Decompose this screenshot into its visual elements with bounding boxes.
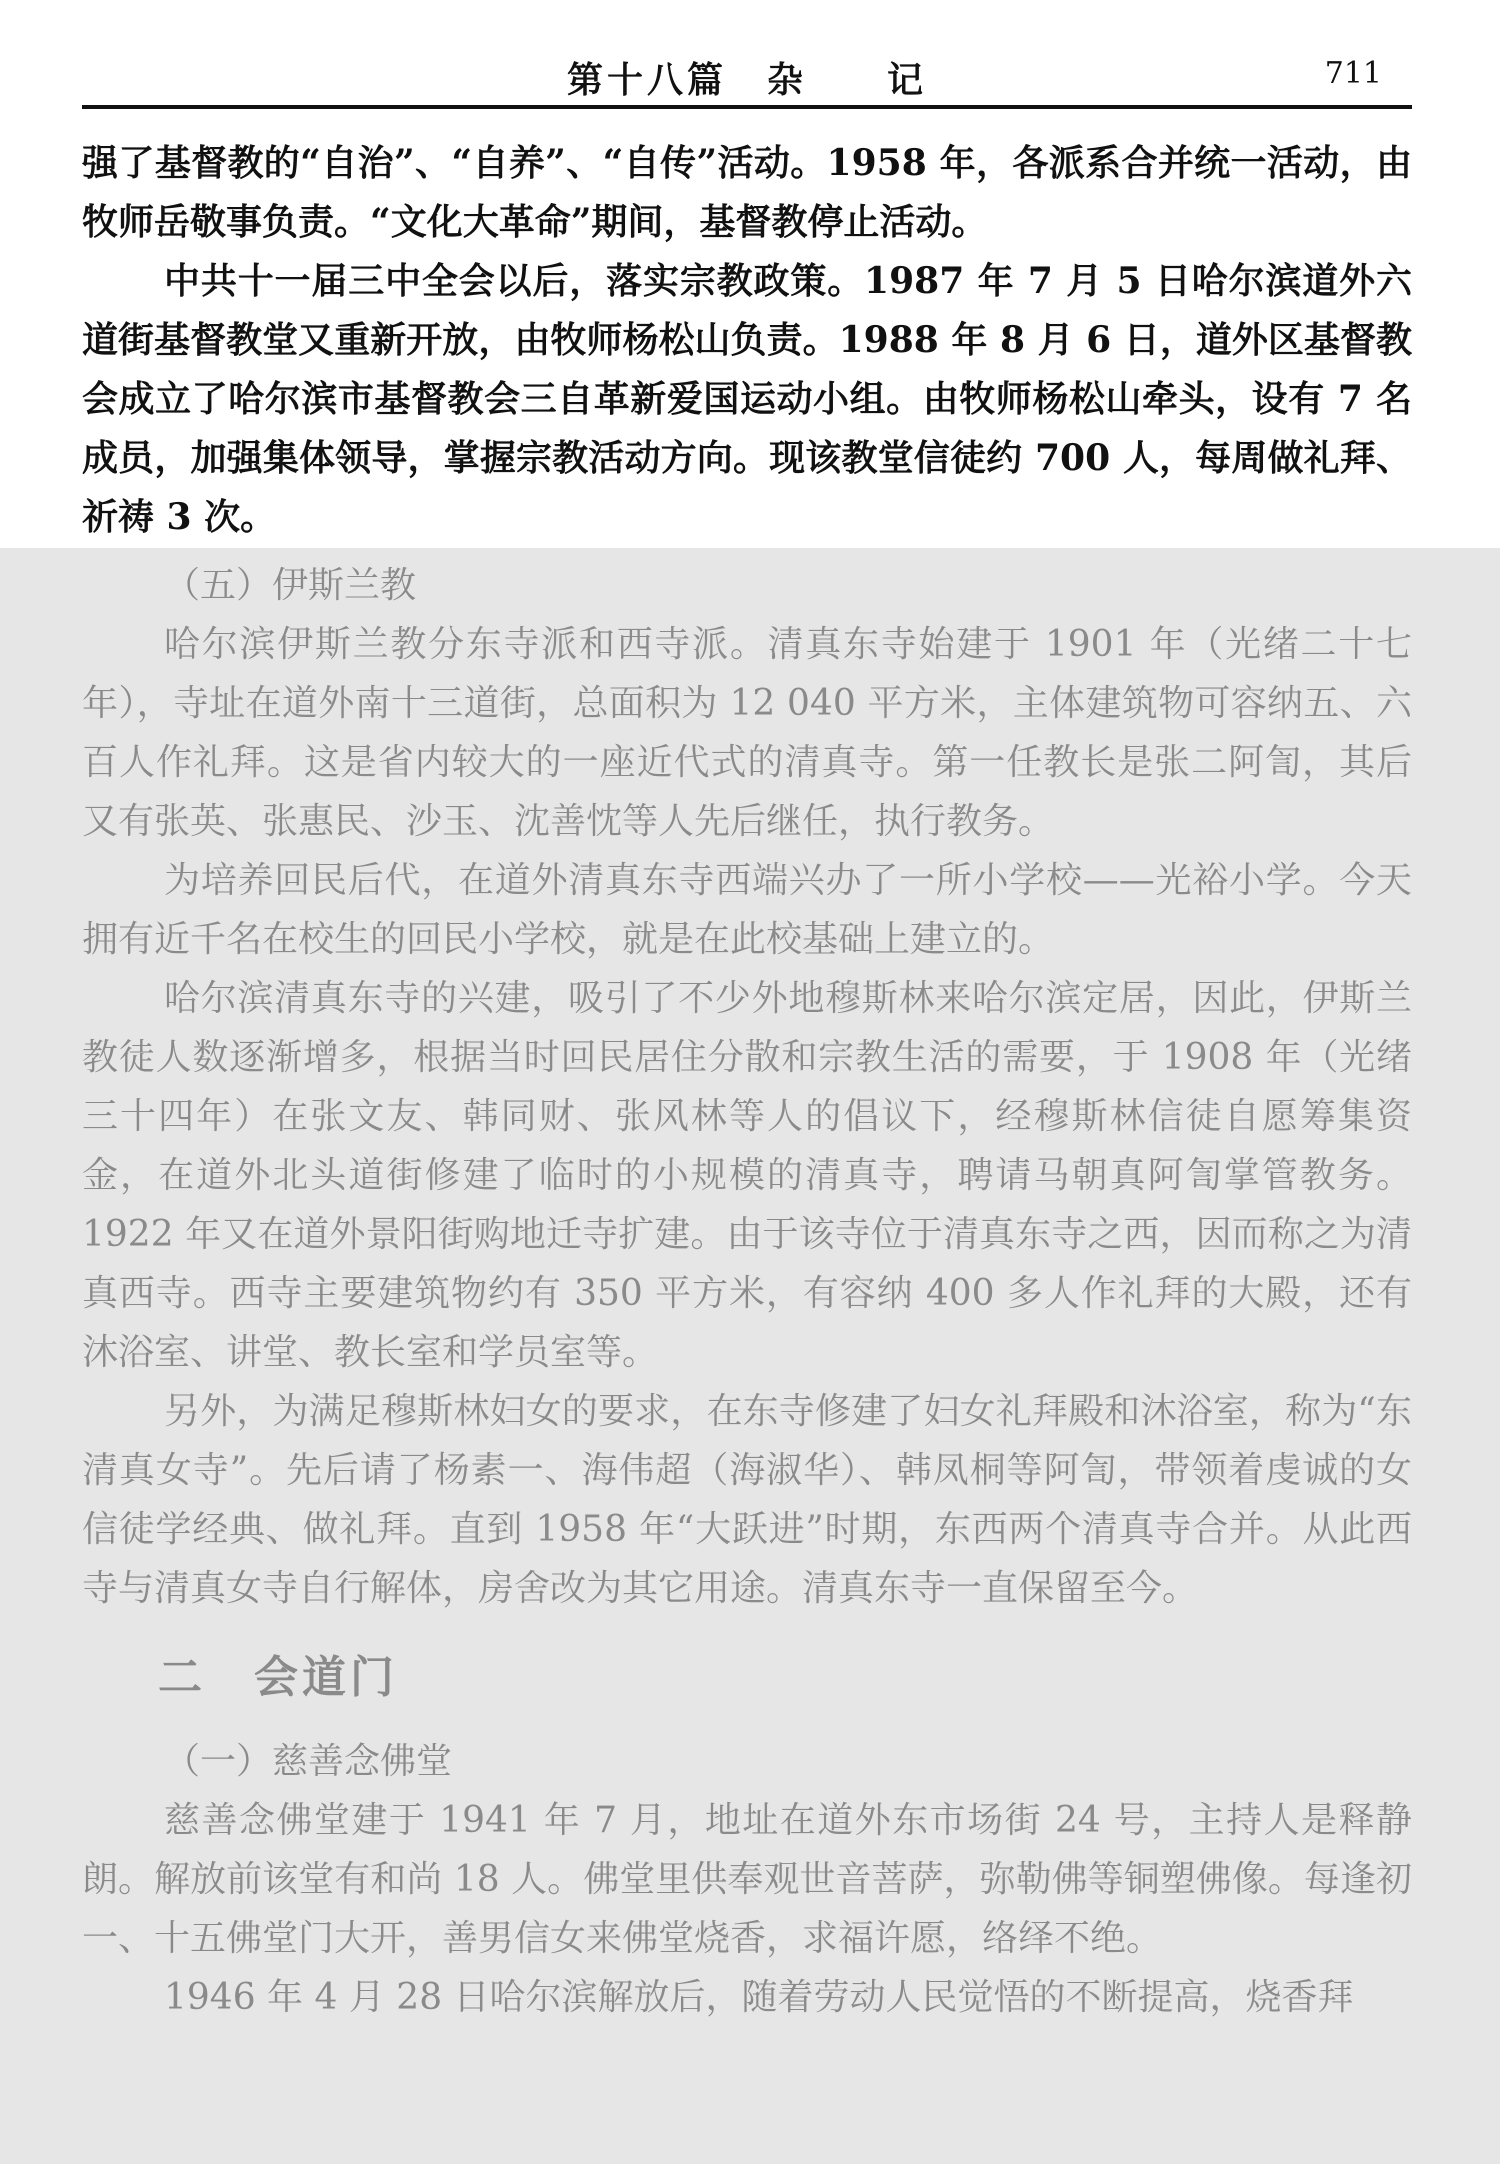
paragraph: 慈善念佛堂建于 1941 年 7 月，地址在道外东市场街 24 号，主持人是释静朗。解放前该堂有和尚 18 人。佛堂里供奉观世音菩萨，弥勒佛等铜塑佛像。每逢初一、十五佛堂门大开，善男信女来佛堂烧香，求福许愿，络绎不绝。	[82, 1800, 1412, 1959]
chapter-title: 第十八篇 杂 记	[566, 60, 927, 101]
header-divider	[82, 105, 1412, 109]
section-subtitle-cishan: （一）慈善念佛堂	[164, 1741, 453, 1782]
page-header	[82, 38, 1412, 108]
top-text-block	[82, 134, 1412, 547]
paragraph: 中共十一届三中全会以后，落实宗教政策。1987 年 7 月 5 日哈尔滨道外六道街基督教堂又重新开放，由牧师杨松山负责。1988 年 8 月 6 日，道外区基督教会成立了哈尔滨市基督教会三自革新爱国运动小组。由牧师杨松山牵头，设有 7 名成员，加强集体领导，掌握宗教活动方向。现该教堂信徒约 700 人，每周做礼拜、祈祷 3 次。	[82, 260, 1412, 538]
paragraph: 为培养回民后代，在道外清真东寺西端兴办了一所小学校——光裕小学。今天拥有近千名在校生的回民小学校，就是在此校基础上建立的。	[82, 860, 1412, 960]
paragraph: 哈尔滨伊斯兰教分东寺派和西寺派。清真东寺始建于 1901 年（光绪二十七年），寺址在道外南十三道街，总面积为 12 040 平方米，主体建筑物可容纳五、六百人作礼拜。这是省内较大的一座近代式的清真寺。第一任教长是张二阿訇，其后又有张英、张惠民、沙玉、沈善忱等人先后继任，执行教务。	[82, 624, 1412, 842]
page-number: 711	[1324, 56, 1382, 91]
paragraph: 强了基督教的“自治”、“自养”、“自传”活动。1958 年，各派系合并统一活动，由牧师岳敬事负责。“文化大革命”期间，基督教停止活动。	[82, 142, 1412, 243]
paragraph: 1946 年 4 月 28 日哈尔滨解放后，随着劳动人民觉悟的不断提高，烧香拜	[164, 1977, 1354, 2018]
shaded-text-block	[82, 556, 1412, 2027]
section-heading-huidaomen: 二 会道门	[158, 1652, 398, 1703]
paragraph: 哈尔滨清真东寺的兴建，吸引了不少外地穆斯林来哈尔滨定居，因此，伊斯兰教徒人数逐渐增多，根据当时回民居住分散和宗教生活的需要，于 1908 年（光绪三十四年）在张文友、韩同财、张风林等人的倡议下，经穆斯林信徒自愿筹集资金，在道外北头道街修建了临时的小规模的清真寺，聘请马朝真阿訇掌管教务。1922 年又在道外景阳街购地迁寺扩建。由于该寺位于清真东寺之西，因而称之为清真西寺。西寺主要建筑物约有 350 平方米，有容纳 400 多人作礼拜的大殿，还有沐浴室、讲堂、教长室和学员室等。	[82, 978, 1412, 1373]
paragraph: 另外，为满足穆斯林妇女的要求，在东寺修建了妇女礼拜殿和沐浴室，称为“东清真女寺”。先后请了杨素一、海伟超（海淑华）、韩凤桐等阿訇，带领着虔诚的女信徒学经典、做礼拜。直到 1958 年“大跃进”时期，东西两个清真寺合并。从此西寺与清真女寺自行解体，房舍改为其它用途。清真东寺一直保留至今。	[82, 1391, 1412, 1609]
section-subtitle-islam: （五）伊斯兰教	[164, 565, 417, 606]
